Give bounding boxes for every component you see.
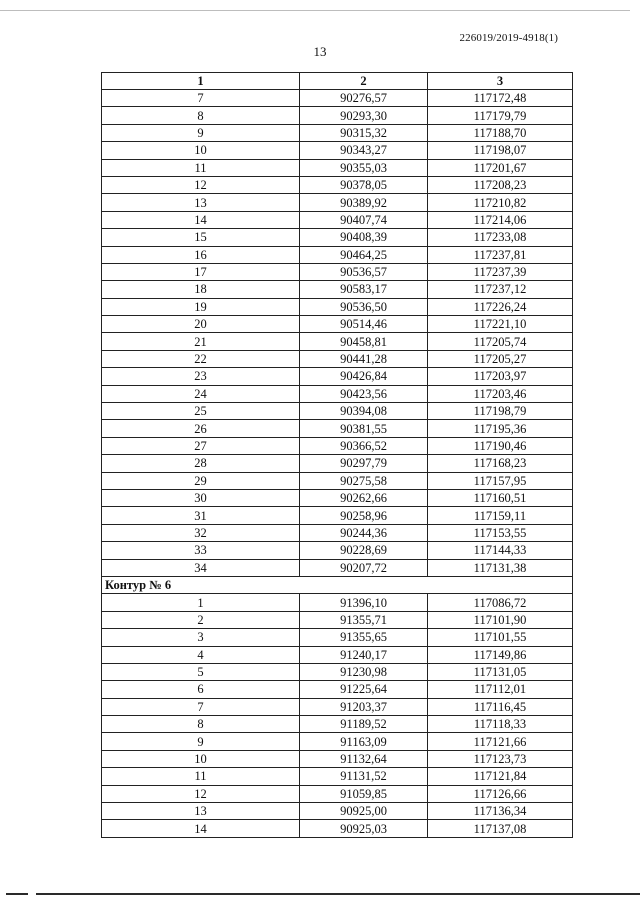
x-coordinate-cell: 90583,17 [300, 281, 428, 298]
y-coordinate-cell: 117086,72 [428, 594, 573, 611]
y-coordinate-cell: 117188,70 [428, 124, 573, 141]
x-coordinate-cell: 90228,69 [300, 542, 428, 559]
y-coordinate-cell: 117136,34 [428, 803, 573, 820]
y-coordinate-cell: 117157,95 [428, 472, 573, 489]
y-coordinate-cell: 117160,51 [428, 489, 573, 506]
y-coordinate-cell: 117118,33 [428, 716, 573, 733]
x-coordinate-cell: 91225,64 [300, 681, 428, 698]
point-number-cell: 6 [102, 681, 300, 698]
table-row [102, 263, 573, 280]
top-rule [0, 10, 630, 11]
y-coordinate-cell: 117123,73 [428, 750, 573, 767]
point-number-cell: 7 [102, 698, 300, 715]
point-number-cell: 30 [102, 489, 300, 506]
point-number-cell: 12 [102, 785, 300, 802]
y-coordinate-cell: 117149,86 [428, 646, 573, 663]
table-row [102, 194, 573, 211]
y-coordinate-cell: 117144,33 [428, 542, 573, 559]
x-coordinate-cell: 90297,79 [300, 455, 428, 472]
x-coordinate-cell: 90275,58 [300, 472, 428, 489]
x-coordinate-cell: 91230,98 [300, 663, 428, 680]
point-number-cell: 1 [102, 594, 300, 611]
table-row [102, 489, 573, 506]
table-row [102, 646, 573, 663]
x-coordinate-cell: 91355,71 [300, 611, 428, 628]
point-number-cell: 14 [102, 211, 300, 228]
point-number-cell: 31 [102, 507, 300, 524]
point-number-cell: 27 [102, 437, 300, 454]
y-coordinate-cell: 117198,79 [428, 403, 573, 420]
y-coordinate-cell: 117208,23 [428, 176, 573, 193]
y-coordinate-cell: 117101,55 [428, 629, 573, 646]
point-number-cell: 8 [102, 107, 300, 124]
x-coordinate-cell: 90536,57 [300, 263, 428, 280]
point-number-cell: 19 [102, 298, 300, 315]
table-row [102, 768, 573, 785]
table-row [102, 403, 573, 420]
table-row [102, 229, 573, 246]
point-number-cell: 7 [102, 90, 300, 107]
y-coordinate-cell: 117121,66 [428, 733, 573, 750]
x-coordinate-cell: 90394,08 [300, 403, 428, 420]
x-coordinate-cell: 90366,52 [300, 437, 428, 454]
y-coordinate-cell: 117137,08 [428, 820, 573, 837]
point-number-cell: 13 [102, 194, 300, 211]
table-header-row [102, 73, 573, 90]
table-row [102, 437, 573, 454]
x-coordinate-cell: 91059,85 [300, 785, 428, 802]
point-number-cell: 5 [102, 663, 300, 680]
x-coordinate-cell: 90925,00 [300, 803, 428, 820]
table-row [102, 368, 573, 385]
point-number-cell: 23 [102, 368, 300, 385]
x-coordinate-cell: 90315,32 [300, 124, 428, 141]
table-row [102, 455, 573, 472]
section-label: Контур № 6 [102, 576, 573, 593]
table-row [102, 176, 573, 193]
y-coordinate-cell: 117201,67 [428, 159, 573, 176]
point-number-cell: 3 [102, 629, 300, 646]
y-coordinate-cell: 117131,38 [428, 559, 573, 576]
table-row [102, 350, 573, 367]
x-coordinate-cell: 90258,96 [300, 507, 428, 524]
x-coordinate-cell: 91396,10 [300, 594, 428, 611]
y-coordinate-cell: 117237,81 [428, 246, 573, 263]
table-row [102, 159, 573, 176]
y-coordinate-cell: 117190,46 [428, 437, 573, 454]
y-coordinate-cell: 117131,05 [428, 663, 573, 680]
point-number-cell: 11 [102, 159, 300, 176]
point-number-cell: 14 [102, 820, 300, 837]
table-row [102, 785, 573, 802]
point-number-cell: 12 [102, 176, 300, 193]
table-row [102, 698, 573, 715]
point-number-cell: 21 [102, 333, 300, 350]
table-row [102, 472, 573, 489]
point-number-cell: 9 [102, 733, 300, 750]
y-coordinate-cell: 117101,90 [428, 611, 573, 628]
y-coordinate-cell: 117237,39 [428, 263, 573, 280]
x-coordinate-cell: 90293,30 [300, 107, 428, 124]
x-coordinate-cell: 90389,92 [300, 194, 428, 211]
y-coordinate-cell: 117237,12 [428, 281, 573, 298]
point-number-cell: 4 [102, 646, 300, 663]
table-row [102, 142, 573, 159]
x-coordinate-cell: 91355,65 [300, 629, 428, 646]
page-number: 13 [313, 44, 327, 59]
y-coordinate-cell: 117205,74 [428, 333, 573, 350]
column-header-2: 2 [300, 73, 428, 90]
y-coordinate-cell: 117203,46 [428, 385, 573, 402]
x-coordinate-cell: 91132,64 [300, 750, 428, 767]
x-coordinate-cell: 90378,05 [300, 176, 428, 193]
table-row [102, 333, 573, 350]
y-coordinate-cell: 117153,55 [428, 524, 573, 541]
table-row [102, 124, 573, 141]
point-number-cell: 15 [102, 229, 300, 246]
point-number-cell: 29 [102, 472, 300, 489]
table-row [102, 385, 573, 402]
x-coordinate-cell: 90355,03 [300, 159, 428, 176]
x-coordinate-cell: 90408,39 [300, 229, 428, 246]
point-number-cell: 22 [102, 350, 300, 367]
x-coordinate-cell: 90407,74 [300, 211, 428, 228]
x-coordinate-cell: 91163,09 [300, 733, 428, 750]
y-coordinate-cell: 117121,84 [428, 768, 573, 785]
point-number-cell: 11 [102, 768, 300, 785]
bottom-rule [36, 893, 640, 895]
point-number-cell: 16 [102, 246, 300, 263]
x-coordinate-cell: 90464,25 [300, 246, 428, 263]
y-coordinate-cell: 117226,24 [428, 298, 573, 315]
y-coordinate-cell: 117159,11 [428, 507, 573, 524]
point-number-cell: 17 [102, 263, 300, 280]
point-number-cell: 25 [102, 403, 300, 420]
table-row [102, 316, 573, 333]
x-coordinate-cell: 91131,52 [300, 768, 428, 785]
coordinates-table [101, 72, 573, 838]
table-row [102, 803, 573, 820]
x-coordinate-cell: 91203,37 [300, 698, 428, 715]
x-coordinate-cell: 90343,27 [300, 142, 428, 159]
coordinates-table-body [102, 73, 573, 838]
table-row [102, 716, 573, 733]
x-coordinate-cell: 90381,55 [300, 420, 428, 437]
table-row [102, 681, 573, 698]
table-row [102, 594, 573, 611]
y-coordinate-cell: 117214,06 [428, 211, 573, 228]
point-number-cell: 24 [102, 385, 300, 402]
table-row [102, 542, 573, 559]
x-coordinate-cell: 90423,56 [300, 385, 428, 402]
point-number-cell: 8 [102, 716, 300, 733]
table-row [102, 663, 573, 680]
column-header-1: 1 [102, 73, 300, 90]
point-number-cell: 28 [102, 455, 300, 472]
y-coordinate-cell: 117116,45 [428, 698, 573, 715]
x-coordinate-cell: 90244,36 [300, 524, 428, 541]
y-coordinate-cell: 117126,66 [428, 785, 573, 802]
section-row [102, 576, 573, 593]
point-number-cell: 26 [102, 420, 300, 437]
table-row [102, 611, 573, 628]
y-coordinate-cell: 117210,82 [428, 194, 573, 211]
table-row [102, 90, 573, 107]
y-coordinate-cell: 117203,97 [428, 368, 573, 385]
table-row [102, 524, 573, 541]
point-number-cell: 33 [102, 542, 300, 559]
x-coordinate-cell: 91240,17 [300, 646, 428, 663]
table-row [102, 629, 573, 646]
x-coordinate-cell: 90514,46 [300, 316, 428, 333]
y-coordinate-cell: 117205,27 [428, 350, 573, 367]
x-coordinate-cell: 91189,52 [300, 716, 428, 733]
table-row [102, 733, 573, 750]
point-number-cell: 20 [102, 316, 300, 333]
y-coordinate-cell: 117233,08 [428, 229, 573, 246]
document-number: 226019/2019-4918(1) [459, 32, 558, 44]
x-coordinate-cell: 90536,50 [300, 298, 428, 315]
table-row [102, 281, 573, 298]
y-coordinate-cell: 117112,01 [428, 681, 573, 698]
x-coordinate-cell: 90262,66 [300, 489, 428, 506]
x-coordinate-cell: 90441,28 [300, 350, 428, 367]
point-number-cell: 18 [102, 281, 300, 298]
x-coordinate-cell: 90458,81 [300, 333, 428, 350]
point-number-cell: 10 [102, 142, 300, 159]
table-row [102, 559, 573, 576]
x-coordinate-cell: 90925,03 [300, 820, 428, 837]
y-coordinate-cell: 117168,23 [428, 455, 573, 472]
table-row [102, 420, 573, 437]
column-header-3: 3 [428, 73, 573, 90]
x-coordinate-cell: 90276,57 [300, 90, 428, 107]
y-coordinate-cell: 117172,48 [428, 90, 573, 107]
point-number-cell: 9 [102, 124, 300, 141]
y-coordinate-cell: 117198,07 [428, 142, 573, 159]
table-row [102, 246, 573, 263]
y-coordinate-cell: 117195,36 [428, 420, 573, 437]
x-coordinate-cell: 90426,84 [300, 368, 428, 385]
table-row [102, 211, 573, 228]
x-coordinate-cell: 90207,72 [300, 559, 428, 576]
point-number-cell: 10 [102, 750, 300, 767]
table-row [102, 750, 573, 767]
y-coordinate-cell: 117221,10 [428, 316, 573, 333]
table-row [102, 298, 573, 315]
point-number-cell: 13 [102, 803, 300, 820]
table-row [102, 507, 573, 524]
table-row [102, 820, 573, 837]
y-coordinate-cell: 117179,79 [428, 107, 573, 124]
point-number-cell: 34 [102, 559, 300, 576]
point-number-cell: 2 [102, 611, 300, 628]
table-row [102, 107, 573, 124]
point-number-cell: 32 [102, 524, 300, 541]
